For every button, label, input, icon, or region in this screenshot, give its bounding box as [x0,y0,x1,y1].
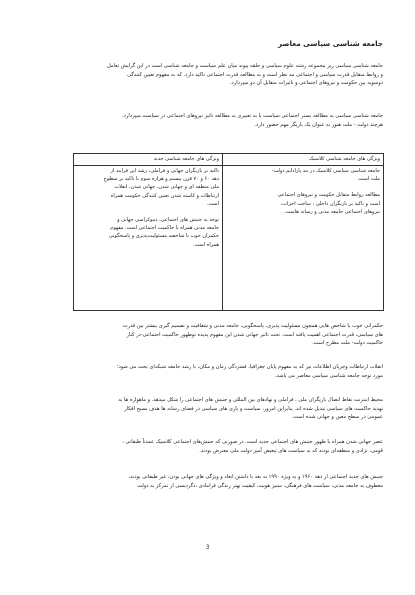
cell-line: ملت است. [357,176,380,183]
cell-line: توجه به جنبش های اجتماعی، دموکراسی جهانی و [117,217,219,224]
cell-line: است و تاکید بر بازیگران داخلی ، ساخت احزاب، [280,200,380,207]
cell-line: مطالعه روابط متقابل حکومت و نیروهای اجتماعی [277,192,380,199]
body-paragraph-1 [33,322,383,348]
page-title: جامعه شناسی سیاسی معاصر [278,39,383,48]
text-line: جنبش های جدید اجتماعی از دهه ۱۹۶۰ و به ویژه ۱۹۹۰ به بعد با داشتن ابعاد و ویژگی های جهانی بودن، غیر طبقاتی بودند، [128,474,383,480]
table-cell-new [74,166,223,311]
cell-line: نیروهای اجتماعی جامعه مدنی و رسانه هاست. [284,208,380,215]
text-line: انقلاب ارتباطات وجریان اطلاعات نیز که به مفهوم پایان جغرافیا، فشردگی زمان و مکان، با رشد جامعه شبکه‌ای بحث می شود؛ [117,364,383,370]
intro-paragraph-2 [33,112,383,129]
table-header-classic: ویژگی های جامعه شناسی کلاسیک [223,154,384,166]
text-line: جامعه شناسی سیاسی به مطالعه بستر اجتماعی سیاست یا به تعبیری به مطالعه تاثیر نیروهای اجتماعی در سیاست میپردازد. [122,113,383,119]
text-line: تهدید حاکمیت های سیاسی تبدیل شده اند. بنابراین امروز، سیاست و بازی های سیاسی در فضای رسانه ها هدف بسیج افکار [124,405,383,412]
text-line: جامعه شناسی سیاسی زیر مجموعه رشته علوم سیاسی و حلقه پیوند میان علم سیاست و جامعه شناسی است در این گرایش تعامل [106,63,383,69]
cell-line: تاکید بر بازیگران جهانی و فراملی، رشد این فرایند از [110,168,219,174]
cell-line: دهه ۶۰ و ۷۰ قرن بیستم و هزاره سوم با تاکید بر سطوح [103,176,219,183]
cell-line: همراه است. [193,241,219,248]
text-line: عصر جهانی شدن همراه با ظهور جنبش های اجتماعی جدید است. در صورتی که جنبش‌های اجتماعی کلاسیک عمدتاً طبقاتی ، [122,439,383,445]
body-paragraph-3 [33,396,383,422]
cell-line: ارتباطات و کاسته شدن تعیین کنندگی حکومت همراه [110,192,219,199]
text-line: محیط اینترنت نقاط اتصال بازیگران ملی ، فراملی و نهادهای بین المللی و جنبش های اجتماعی را شکل میدهد. و ماهواره ها به [118,397,383,403]
cell-line: جامعه شناسی سیاسی کلاسیک در بند پارادایم دولت- [271,168,380,174]
page-number: 3 [205,544,210,551]
table-header-new: ویژگی های جامعه شناسی جدید [74,154,223,166]
body-paragraph-4 [33,438,383,455]
cell-line: حکمران خوب با شاخصه مسئولیت‌پذیری و پاسخگویی [108,233,219,240]
cell-line: ملی منطقه ای و جهانی شدن، جهانی شدن، انقلاب [114,184,219,191]
text-line: حکمرانی خوب با شاخص هایی همچون مسئولیت پذیری، پاسخگویی، جامعه مدنی و شفافیت و تصمیم گیری بیشتر بین قدرت [122,323,383,329]
intro-paragraph-1 [33,62,383,88]
comparison-table [73,153,384,311]
text-line: دوسویه بین حکومت و نیروهای اجتماعی و تاثیرات متقابل آن دو میپردازد. [229,80,383,87]
text-line: عمومی در سطح معین و جهانی شده است. [291,414,383,421]
cell-line: است. [206,200,219,207]
text-line: قومی، نژادی و منطقه‌ای بودند که به سیاست های تبعیض آمیز دولت ملی معترض بودند. [199,447,383,454]
text-line: و روابط متقابل قدرت سیاسی و اجتماعی مد نظر است و به مطالعه قدرت اجتماعی تاکید دارد. که به مفهوم تعیین کنندگی [127,71,383,78]
text-line: های سیاسی، قدرت اجتماعی اهمیت یافته است. تحت تاثیر جهانی شدن این مفهوم پدیده توطهور حاکمیت اجتماعی-در کنار [126,331,383,338]
body-paragraph-5 [33,473,383,490]
table-cell-classic [223,166,384,311]
text-line: هرچند دولت - ملت هنوز به عنوان یک بازیگر مهم حضور دارد. [254,121,383,128]
text-line: حاکمیت دولت- ملت مطرح است. [312,340,383,347]
cell-line: جامعه مدنی همراه با حاکمیت اجتماعی است. مفهوم [110,225,219,232]
text-line: معطوف به جامعه مدنی، سیاست های فرهنگی، ستیز هویت، کیفیت بهتر زندگی فرامادی ،دگردیسی از تمرکز به دولت [137,482,383,489]
text-line: مورد توجه جامعه شناسی سیاسی معاصر می باشد. [274,372,383,379]
body-paragraph-2 [33,363,383,380]
